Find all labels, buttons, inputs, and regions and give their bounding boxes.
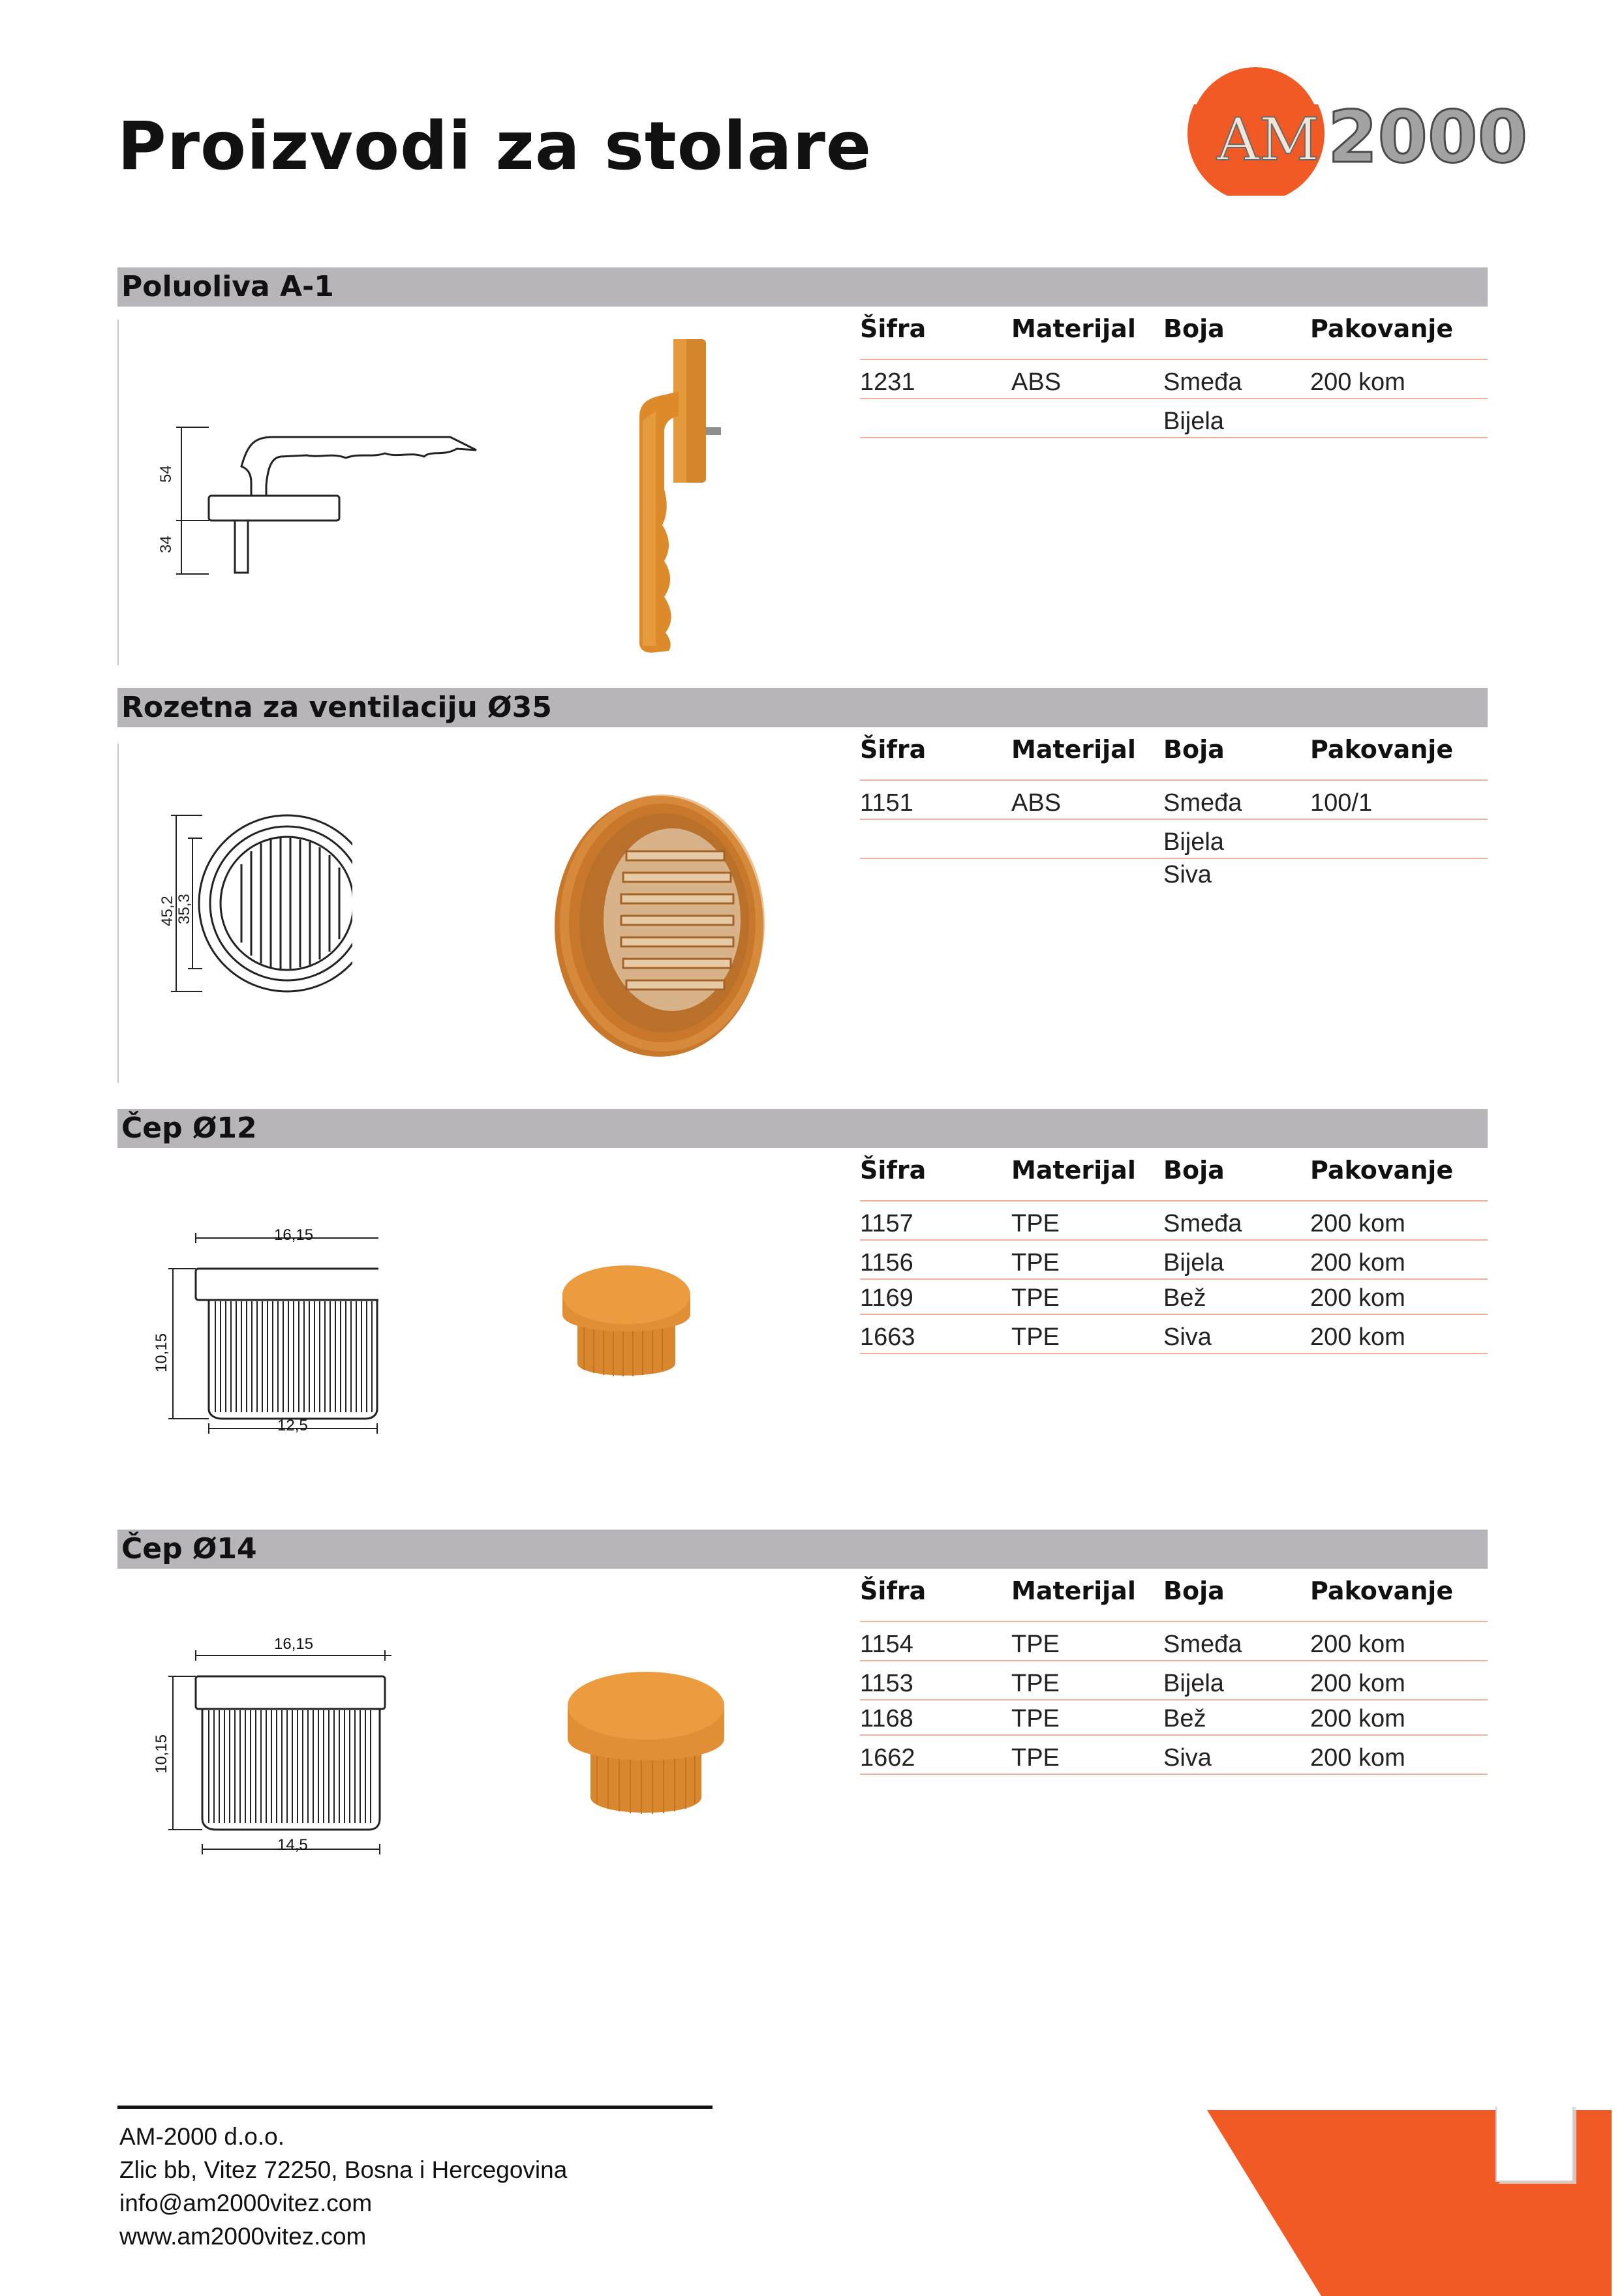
dim-label: 16,15: [274, 1226, 314, 1244]
rozetna-technical-drawing: [157, 812, 352, 1008]
section-header-bar: [117, 1530, 1488, 1569]
handle-product-image: [594, 333, 868, 672]
am2000-logo: [1181, 65, 1533, 196]
col-sifra: Šifra: [860, 314, 927, 343]
table-header: Šifra Materijal Boja Pakovanje: [860, 1569, 1488, 1622]
table-row: 1156 TPE Bijela 200 kom: [860, 1241, 1488, 1280]
handle-technical-drawing: [137, 411, 594, 581]
cep12-product-image: [555, 1259, 698, 1389]
dim-label: 35,3: [176, 894, 193, 924]
section-header-bar: [117, 688, 1488, 727]
section-title: Čep Ø12: [121, 1111, 257, 1145]
table-row: 1662 TPE Siva 200 kom: [860, 1736, 1488, 1775]
table-row: 1157 TPE Smeđa 200 kom: [860, 1201, 1488, 1241]
table-row: 1153 TPE Bijela 200 kom: [860, 1661, 1488, 1700]
cep14-product-image: [561, 1667, 731, 1830]
footer-address: Zlic bb, Vitez 72250, Bosna i Hercegovina: [119, 2156, 568, 2183]
table-row: 1154 TPE Smeđa 200 kom: [860, 1622, 1488, 1661]
section-title: Poluoliva A-1: [121, 270, 334, 303]
section-title: Čep Ø14: [121, 1532, 257, 1565]
table-row: Bijela: [860, 820, 1488, 859]
section-header-bar: [117, 1109, 1488, 1148]
divider: [117, 744, 119, 1083]
dim-label: 54: [157, 465, 175, 483]
table-header: Šifra Materijal Boja Pakovanje: [860, 727, 1488, 781]
table-row: 1169 TPE Bež 200 kom: [860, 1276, 1488, 1315]
footer-divider: [117, 2106, 712, 2109]
table-header: Šifra Materijal Boja Pakovanje: [860, 1148, 1488, 1201]
logo-2000-text: 2000: [1328, 95, 1528, 179]
table-header: [860, 307, 1488, 360]
col-pakovanje: Pakovanje: [1310, 314, 1454, 343]
rozetna-product-image: [548, 789, 770, 1063]
dim-label: 12,5: [277, 1417, 308, 1434]
extra-color: Siva: [1163, 861, 1212, 888]
footer-website[interactable]: www.am2000vitez.com: [119, 2223, 367, 2250]
section-header-bar: [117, 267, 1488, 307]
table-row: Bijela: [860, 399, 1488, 438]
table-row: 1663 TPE Siva 200 kom: [860, 1315, 1488, 1354]
footer-email[interactable]: info@am2000vitez.com: [119, 2190, 373, 2216]
footer-company: AM-2000 d.o.o.: [119, 2123, 284, 2150]
footer-accent-shape: [1207, 2107, 1624, 2296]
cep14-technical-drawing: [144, 1644, 391, 1865]
dim-label: 16,15: [274, 1635, 314, 1653]
col-boja: Boja: [1163, 314, 1225, 343]
page-title: Proizvodi za stolare: [117, 108, 872, 185]
logo-am-text: AM: [1217, 106, 1320, 174]
dim-label: 34: [157, 536, 175, 553]
dim-label: 14,5: [277, 1836, 308, 1854]
dim-label: 10,15: [153, 1333, 171, 1373]
table-row: 1151 ABS Smeđa 100/1: [860, 781, 1488, 820]
divider: [117, 320, 119, 665]
table-row: 1231 ABS Smeđa 200 kom: [860, 360, 1488, 399]
section-title: Rozetna za ventilaciju Ø35: [121, 691, 552, 724]
dim-label: 10,15: [153, 1734, 171, 1774]
col-materijal: Materijal: [1011, 314, 1136, 343]
table-row: 1168 TPE Bež 200 kom: [860, 1697, 1488, 1736]
dim-label: 45,2: [159, 896, 176, 926]
cep12-technical-drawing: [144, 1226, 378, 1442]
